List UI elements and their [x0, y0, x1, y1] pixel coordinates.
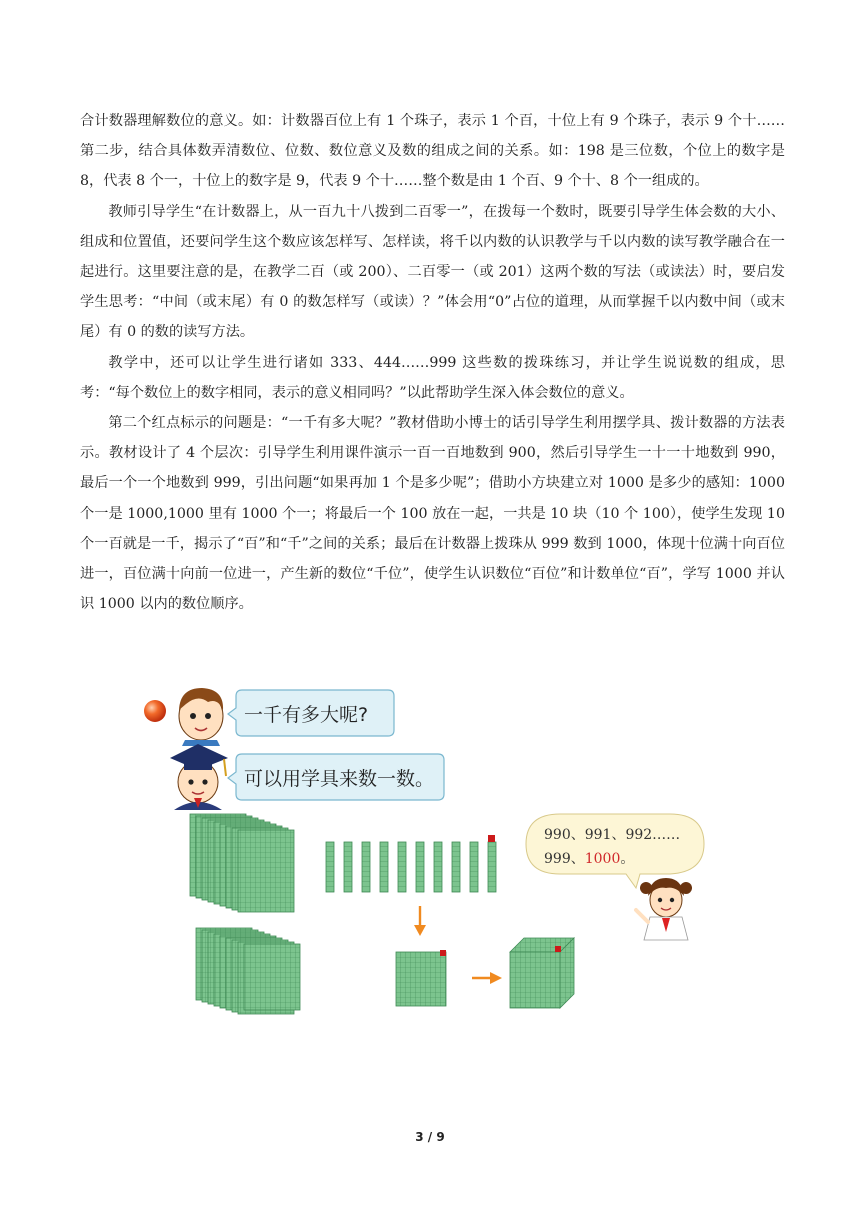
doctor-icon	[170, 744, 228, 810]
hundred-flats-stack-bottom	[196, 928, 300, 1014]
red-dot-icon	[144, 700, 166, 722]
body-text	[80, 106, 785, 619]
boy-icon	[179, 688, 223, 746]
right-arrow-icon	[472, 972, 502, 984]
boy-speech-bubble	[228, 690, 394, 736]
page-number: 3 / 9	[415, 1130, 445, 1144]
textbook-illustration	[140, 682, 720, 1022]
doctor-speech-text: 可以用学具来数一数。	[244, 768, 435, 790]
paragraph: 教学中，还可以让学生进行诸如 333、444……999 这些数的拨珠练习，并让学生说说数的组成，思考：“每个数位上的数字相同，表示的意义相同吗？”以此帮助学生深入体会数位的意义。	[80, 354, 785, 401]
highlight-1000: 1000	[584, 851, 621, 867]
hundred-flats-stack	[190, 814, 294, 912]
doctor-speech-bubble	[228, 754, 444, 800]
thousand-cube	[510, 938, 574, 1008]
single-hundred-flat	[396, 950, 446, 1006]
boy-speech-text: 一千有多大呢?	[244, 704, 369, 726]
girl-speech-line1: 990、991、992……	[544, 827, 681, 843]
ten-rods	[326, 835, 496, 892]
red-unit-cube	[488, 835, 495, 842]
girl-speech-line2: 999、1000。	[544, 851, 635, 867]
paragraph: 合计数器理解数位的意义。如：计数器百位上有 1 个珠子，表示 1 个百，十位上有 9 个珠子，表示 9 个十……第二步，结合具体数弄清数位、位数、数位意义及数的组成之间的关系。如：198 是三位数，个位上的数字是 8，代表 8 个一，十位上的数字是 9，代表 9 个十……整个数是由 1 个百、9 个十、8 个一组成的。	[80, 113, 785, 190]
illustration-svg	[140, 682, 720, 1022]
girl-speech-bubble	[526, 814, 704, 888]
paragraph: 教师引导学生“在计数器上，从一百九十八拨到二百零一”，在拨每一个数时，既要引导学生体会数的大小、组成和位置值，还要问学生这个数应该怎样写、怎样读，将千以内数的认识教学与千以内数的读写教学融合在一起进行。这里要注意的是，在教学二百（或 200）、二百零一（或 201）这两个数的写法（或读法）时，要启发学生思考：“中间（或末尾）有 0 的数怎样写（或读）？”体会用“0”占位的道理，从而掌握千以内数中间（或末尾）有 0 的数的读写方法。	[80, 203, 785, 341]
girl-icon	[636, 878, 692, 940]
paragraph: 第二个红点标示的问题是：“一千有多大呢？”教材借助小博士的话引导学生利用摆学具、拨计数器的方法表示。教材设计了 4 个层次：引导学生利用课件演示一百一百地数到 900，然后引导学生一十一十地数到 990，最后一个一个地数到 999，引出问题“如果再加 1 个是多少呢”；借助小方块建立对 1000 是多少的感知：1000 个一是 1000,1000 里有 1000 个一；将最后一个 100 放在一起，一共是 10 块（10 个 100），使学生发现 10 个一百就是一千，揭示了“百”和“千”之间的关系；最后在计数器上拨珠从 999 数到 1000，体现十位满十向百位进一，百位满十向前一位进一，产生新的数位“千位”，使学生认识数位“百位”和计数单位“百”，学写 1000 并认识 1000 以内的数位顺序。	[80, 415, 785, 613]
down-arrow-icon	[414, 906, 426, 936]
